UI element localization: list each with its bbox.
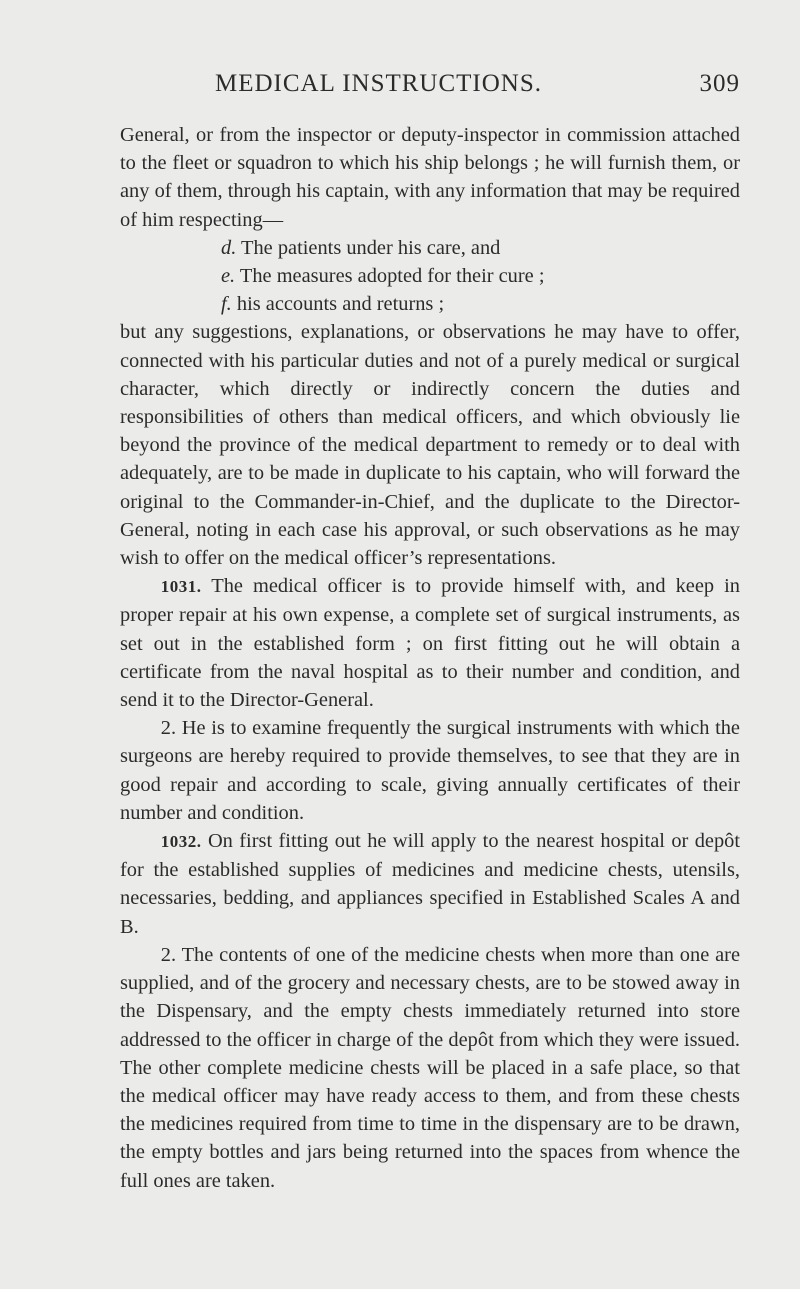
- list-text: The patients under his care, and: [241, 236, 501, 259]
- list-item: [221, 290, 740, 318]
- list-letter: d.: [221, 236, 237, 259]
- list-text: his accounts and returns ;: [236, 293, 445, 316]
- section-number: 2.: [160, 717, 177, 740]
- intro-paragraph: General, or from the inspector or deputy-inspector in commission attached to the fleet or squadron to which his ship belongs ; he will furnish them, or any of them, through his captain, with any information that may be required of him respecting—: [120, 124, 740, 231]
- section-1032-2: [120, 941, 740, 1195]
- list-text: The measures adopted for their cure ;: [239, 265, 545, 288]
- respecting-list: [120, 234, 740, 319]
- continuation-paragraph: but any suggestions, explanations, or observations he may have to offer, connected with his particular duties and not of a purely medical or surgical character, which directly or indirectly concern the duties and responsibilities of others than medical officers, and which obviously lie beyond the province of the medical department to remedy or to deal with adequately, are to be made in duplicate to his captain, who will forward the original to the Commander-in-Chief, and the duplicate to the Director-General, noting in each case his approval, or such observations as he may wish to offer on the medical officer’s representations.: [120, 321, 740, 570]
- section-text: He is to examine frequently the surgical instruments with which the surgeons are hereby required to provide themselves, to see that they are in good repair and according to scale, giving annually certificates of their number and condition.: [120, 717, 740, 824]
- list-item: [221, 262, 740, 290]
- list-item: [221, 234, 740, 262]
- body-text: [120, 121, 740, 1195]
- section-1032: [120, 827, 740, 941]
- section-number: 2.: [160, 943, 177, 966]
- running-title: MEDICAL INSTRUCTIONS.: [215, 70, 543, 97]
- section-1031-2: [120, 714, 740, 827]
- list-letter: f.: [221, 293, 232, 316]
- section-text: On first fitting out he will apply to the nearest hospital or depôt for the established supplies of medicines and medicine chests, utensils, necessaries, bedding, and appliances specified in Established Scales A and B.: [120, 830, 740, 938]
- section-text: The contents of one of the medicine chests when more than one are supplied, and of the grocery and necessary chests, are to be stowed away in the Dispensary, and the empty chests immediately returned into store addressed to the officer in charge of the depôt from which they were issued. The other complete medicine chests will be placed in a safe place, so that the medical officer may have ready access to them, and from these chests the medicines required from time to time in the dispensary are to be drawn, the empty bottles and jars being returned into the spaces from whence the full ones are taken.: [120, 943, 740, 1192]
- section-number: 1031.: [160, 577, 202, 597]
- section-text: The medical officer is to provide himself with, and keep in proper repair at his own expense, a complete set of surgical instruments, as set out in the established form ; on first fitting out he will obtain a certificate from the naval hospital as to their number and condition, and send it to the Director-General.: [120, 575, 740, 712]
- page-number: 309: [699, 70, 740, 97]
- section-number: 1032.: [160, 832, 202, 852]
- list-letter: e.: [221, 265, 236, 288]
- section-1031: [120, 572, 740, 714]
